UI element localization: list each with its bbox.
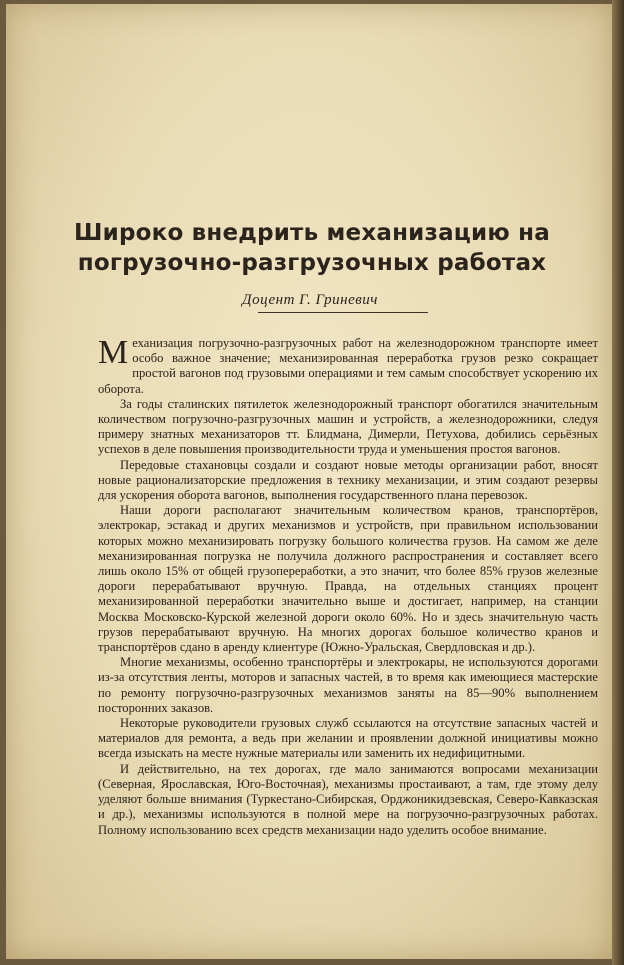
paragraph-6: Некоторые руководители грузовых служб ссылаются на отсутствие запасных частей и материалов для ремонта, а ведь при желании и проявлении должной инициативы можно всегда изыскать на месте нужные материалы или заменить их недифицитными. (98, 716, 598, 761)
author-underline (258, 312, 428, 313)
article-author: Доцент Г. Гриневич (242, 292, 378, 308)
article-title: Широко внедрить механизацию на погрузочно-разгрузочных работах (74, 220, 550, 276)
paragraph-2: За годы сталинских пятилеток железнодорожный транспорт обогатился значительным количеством погрузочно-разгрузочных машин и устройств, а железнодорожники, следуя примеру знатных механизаторов тт. Блидмана, Димерли, Петухова, добились серьёзных успехов в деле повышения производительности труда и уменьшения простоя вагонов. (98, 396, 598, 457)
paragraph-4: Наши дороги располагают значительным количеством кранов, транспортёров, электрокар, эстакад и других механизмов и устройств, при правильном использовании которых можно механизировать погрузку большого количества грузов. На самом же деле механизированная погрузка не получила должного распространения и составляет всего лишь около 15% от общей грузопереработки, а это значит, что более 85% грузов железные дороги перерабатывают вручную. Правда, на отдельных станциях процент механизированной переработки значительно выше и достигает, например, на станции Москва Московско-Курской железной дороги около 60%. Но и здесь значительную часть грузов перерабатывают вручную. На многих дорогах большое количество кранов и транспортёров сдано в аренду клиентуре (Южно-Уральская, Свердловская и др.). (98, 503, 598, 655)
drop-cap: М (98, 334, 129, 371)
paragraph-7: И действительно, на тех дорогах, где мало занимаются вопросами механизации (Северная, Ярославская, Юго-Восточная), механизмы простаивают, а там, где этому делу уделяют больше внимания (Туркестано-Сибирская, Орджоникидзевская, Северо-Кавказская и др.), механизмы используются в полной мере на погрузочно-разгрузочных работах. Полному использованию всех средств механизации надо уделить особое внимание. (98, 761, 598, 837)
page-edge-shadow (612, 0, 624, 965)
paragraph-5: Многие механизмы, особенно транспортёры и электрокары, не используются дорогами из-за отсутствия ленты, моторов и запасных частей, в то время как имеющиеся мастерские по ремонту погрузочно-разгрузочных механизмов заняты на 85—90% выполнением посторонних заказов. (98, 655, 598, 715)
article-body (98, 336, 598, 838)
paragraph-3: Передовые стахановцы создали и создают новые методы организации работ, вносят новые рационализаторские предложения в технику механизации, и этим создают резервы для ускорения оборота вагонов, выполнения государственного плана перевозок. (98, 457, 598, 503)
paragraph-1 (98, 336, 598, 397)
paragraph-1-text: еханизация погрузочно-разгрузочных работ на железнодорожном транспорте имеет особо важное значение; механизированная переработка грузов резко сокращает простой вагонов под грузовыми операциями и тем самым способствует ускорению их оборота. (98, 336, 598, 396)
